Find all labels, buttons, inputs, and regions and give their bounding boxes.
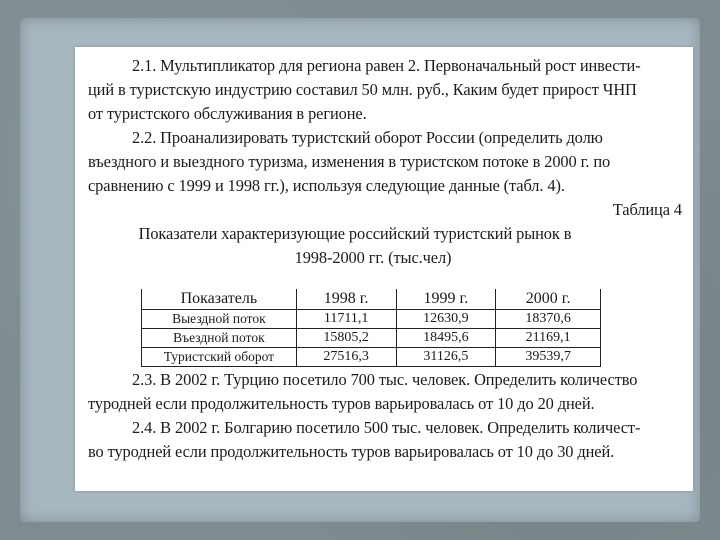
table-cell: 39539,7	[496, 348, 601, 367]
task-2-3-line-2: туродней если продолжительность туров варьировалась от 10 до 20 дней.	[88, 394, 595, 413]
table-row	[142, 348, 601, 367]
table-cell: 18495,6	[396, 329, 496, 348]
table-cell: 15805,2	[296, 329, 396, 348]
task-2-1-line-3: от туристского обслуживания в регионе.	[88, 104, 367, 123]
task-2-4-line-1: 2.4. В 2002 г. Болгарию посетило 500 тыс. человек. Определить количест-	[132, 418, 641, 437]
table-cell: 12630,9	[396, 310, 496, 329]
table-row	[142, 329, 601, 348]
row-label: Туристский оборот	[142, 348, 297, 367]
task-2-2-line-3: сравнению с 1999 и 1998 гг.), используя следующие данные (табл. 4).	[88, 176, 565, 195]
table-title-line-2: 1998-2000 гг. (тыс.чел)	[294, 248, 452, 267]
task-2-2-line-2: въездного и выездного туризма, изменения в туристском потоке в 2000 г. по	[88, 152, 611, 171]
header-1999: 1999 г.	[396, 289, 496, 310]
task-2-1-line-2: ций в туристскую индустрию составил 50 млн. руб., Каким будет прирост ЧНП	[88, 80, 637, 99]
header-indicator: Показатель	[142, 289, 297, 310]
header-1998: 1998 г.	[296, 289, 396, 310]
header-2000: 2000 г.	[496, 289, 601, 310]
task-2-3-line-1: 2.3. В 2002 г. Турцию посетило 700 тыс. человек. Определить количество	[132, 370, 638, 389]
task-2-1-line-1: 2.1. Мультипликатор для региона равен 2. Первоначальный рост инвести-	[132, 56, 641, 75]
tourism-table	[141, 289, 601, 367]
table-header-row	[142, 289, 601, 310]
row-label: Выездной поток	[142, 310, 297, 329]
table-cell: 31126,5	[396, 348, 496, 367]
table-row	[142, 310, 601, 329]
table-cell: 21169,1	[496, 329, 601, 348]
table-title-line-1: Показатели характеризующие российский туристский рынок в	[138, 224, 572, 243]
task-2-2-line-1: 2.2. Проанализировать туристский оборот России (определить долю	[132, 128, 603, 147]
table-number: Таблица 4	[612, 200, 682, 219]
table-cell: 18370,6	[496, 310, 601, 329]
task-2-4-line-2: во туродней если продолжительность туров варьировалась от 10 до 30 дней.	[88, 442, 615, 461]
table-cell: 27516,3	[296, 348, 396, 367]
row-label: Въездной поток	[142, 329, 297, 348]
table-cell: 11711,1	[296, 310, 396, 329]
